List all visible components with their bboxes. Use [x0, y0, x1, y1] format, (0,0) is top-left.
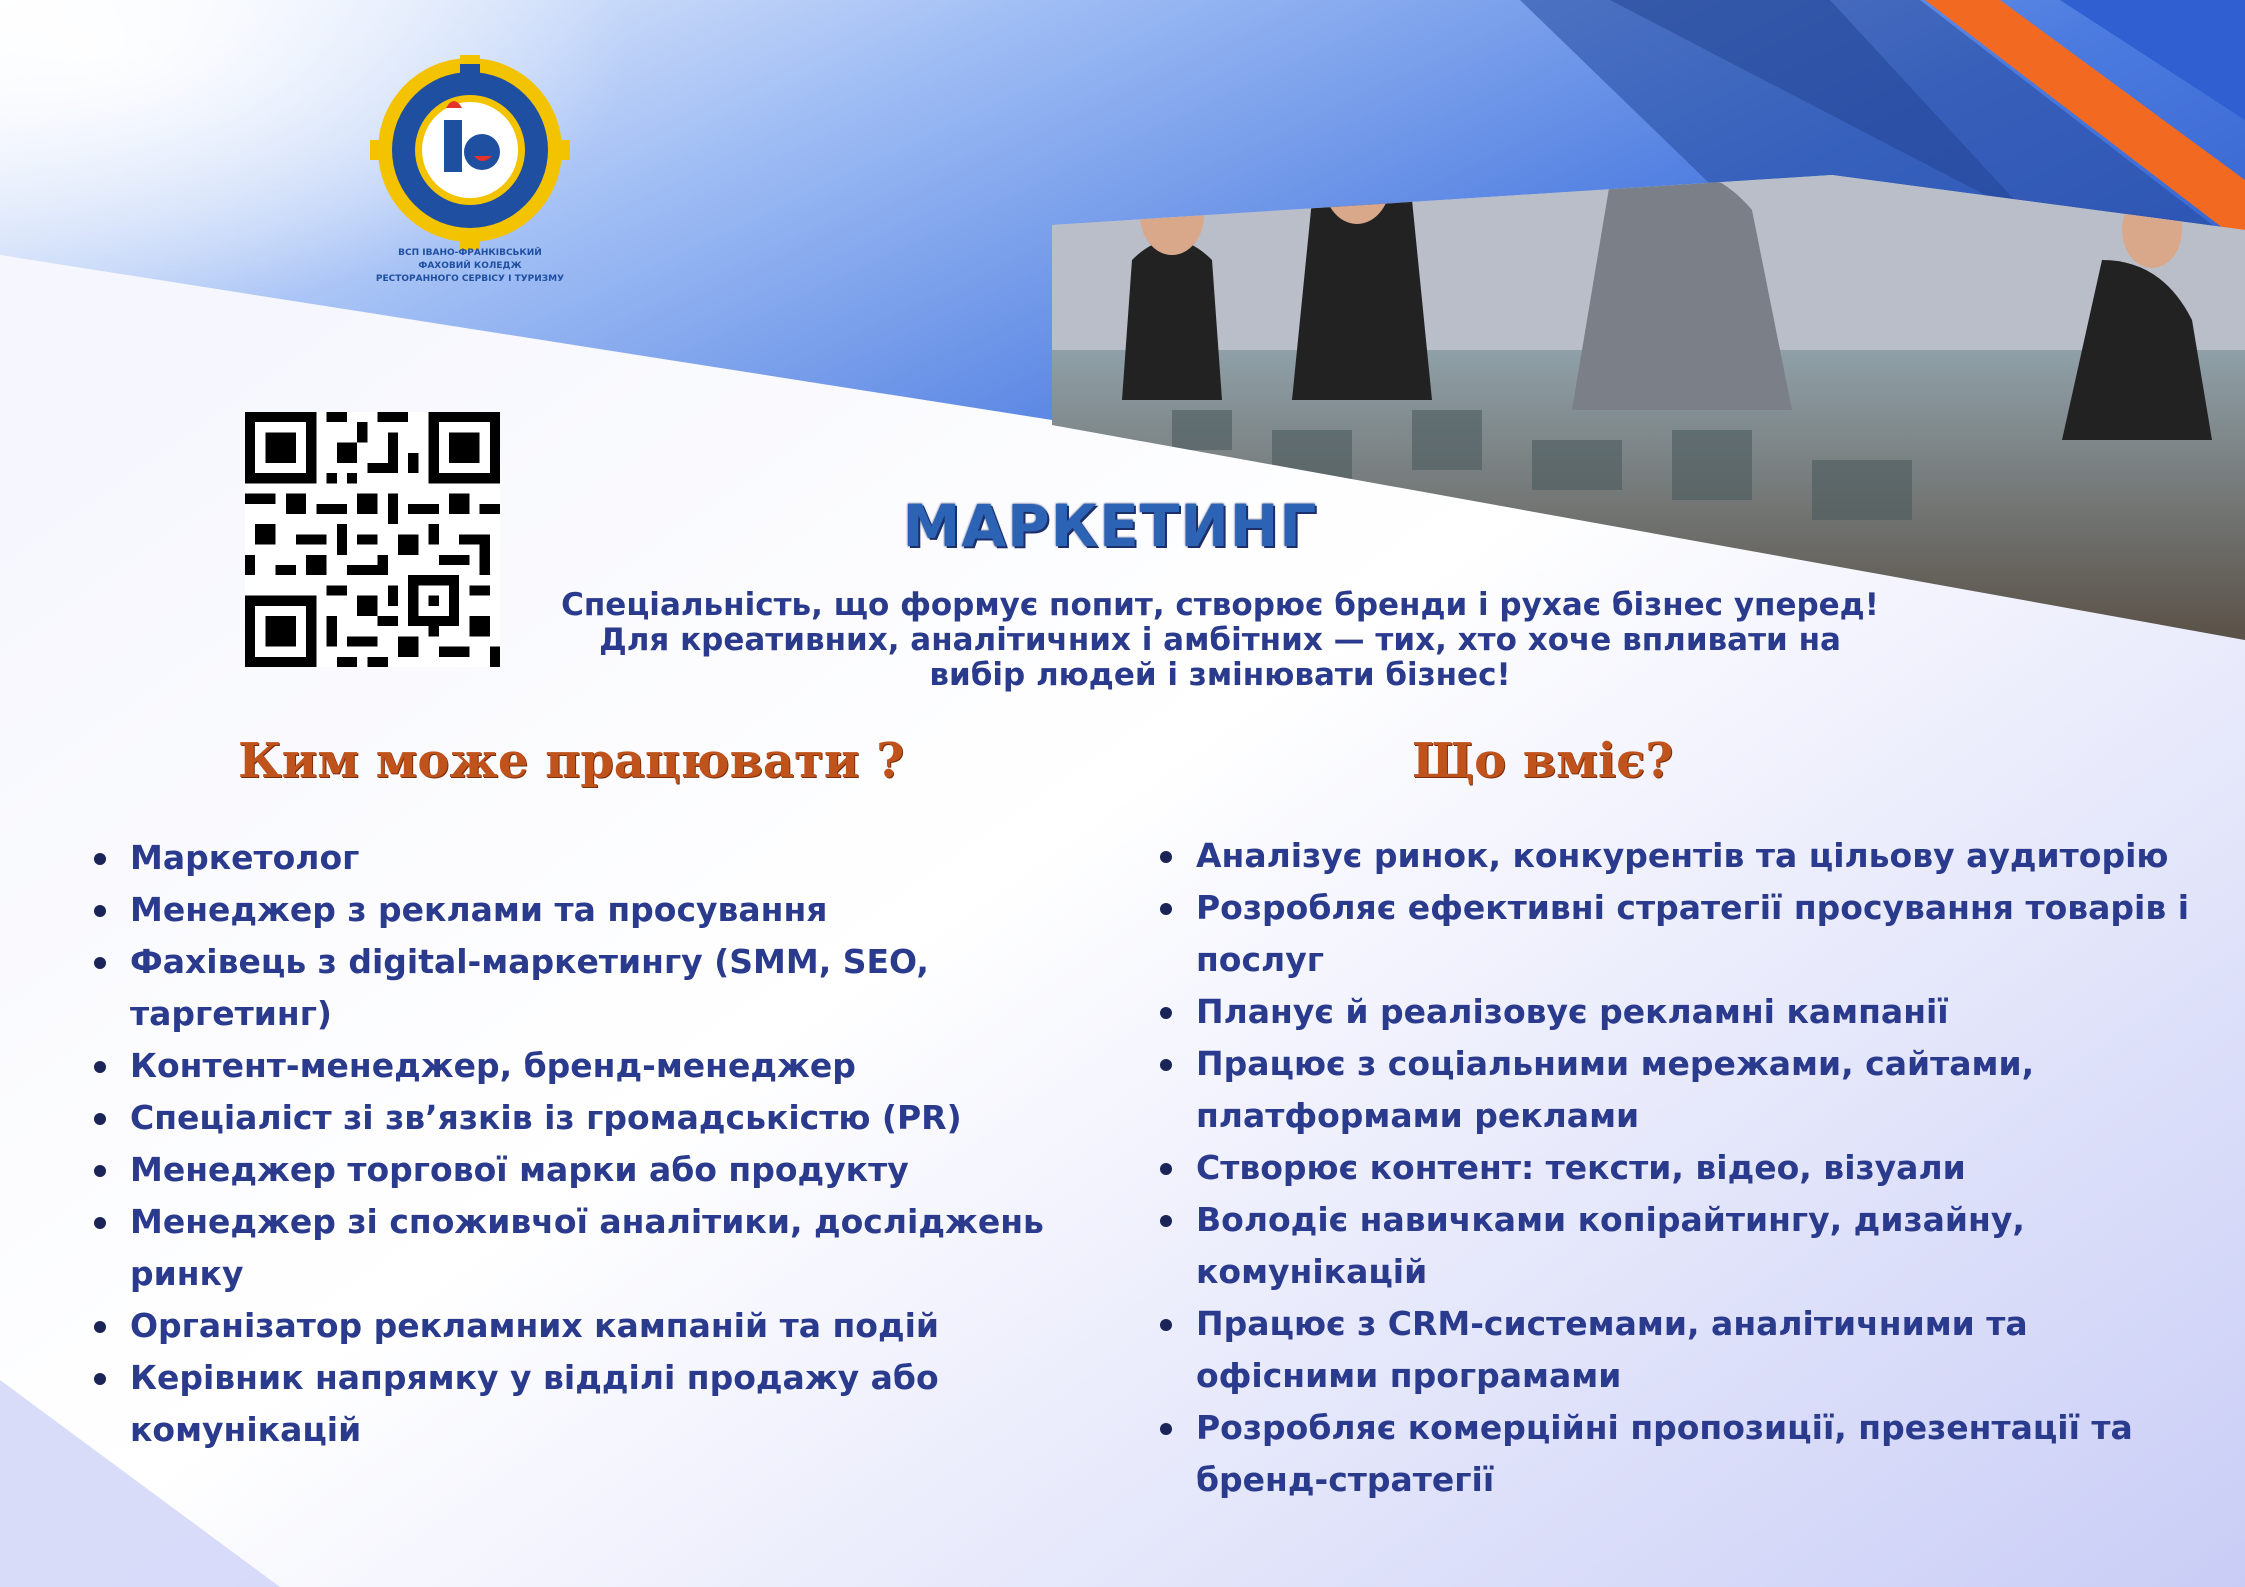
qr-code[interactable] [245, 412, 500, 667]
list-item: Працює з CRM-системами, аналітичними та офісними програмами [1158, 1298, 2136, 1402]
page-title: МАРКЕТИНГ [902, 492, 1318, 560]
skills-list [1158, 830, 2218, 1506]
list-item: Володіє навичками копірайтингу, дизайну, комунікацій [1158, 1194, 2136, 1298]
list-item: Спеціаліст зі зв’язків із громадськістю (PR) [92, 1092, 1092, 1144]
list-item: Працює з соціальними мережами, сайтами, платформами реклами [1158, 1038, 2136, 1142]
list-item: Планує й реалізовує рекламні кампанії [1158, 986, 2218, 1038]
list-item: Маркетолог [92, 832, 1092, 884]
logo-caption-line-1: ВСП ІВАНО-ФРАНКІВСЬКИЙ [398, 248, 542, 258]
list-item: Створює контент: тексти, відео, візуали [1158, 1142, 2218, 1194]
skills-heading: Що вміє? [1412, 733, 1674, 789]
logo-caption-line-2: ФАХОВИЙ КОЛЕДЖ [418, 261, 522, 271]
intro-line-1: Спеціальність, що формує попит, створює бренди і рухає бізнес уперед! [561, 587, 1879, 623]
intro-line-3: вибір людей і змінювати бізнес! [929, 657, 1511, 693]
list-item: Контент-менеджер, бренд-менеджер [92, 1040, 1092, 1092]
list-item: Розробляє комерційні пропозиції, презентації та бренд-стратегії [1158, 1402, 2236, 1506]
list-item: Менеджер зі споживчої аналітики, досліджень ринку [92, 1196, 1110, 1300]
list-item: Керівник напрямку у відділі продажу або комунікацій [92, 1352, 1030, 1456]
list-item: Менеджер з реклами та просування [92, 884, 1092, 936]
list-item: Фахівець з digital-маркетингу (SMM, SEO, таргетинг) [92, 936, 970, 1040]
intro-text [520, 588, 1920, 693]
list-item: Менеджер торгової марки або продукту [92, 1144, 1092, 1196]
list-item: Розробляє ефективні стратегії просування товарів і послуг [1158, 882, 2218, 986]
students-photo [1052, 110, 2245, 640]
list-item: Аналізує ринок, конкурентів та цільову аудиторію [1158, 830, 2218, 882]
college-logo [370, 55, 570, 295]
intro-line-2: Для креативних, аналітичних і амбітних — тих, хто хоче впливати на [599, 622, 1841, 658]
logo-caption-line-3: РЕСТОРАННОГО СЕРВІСУ І ТУРИЗМУ [375, 274, 565, 284]
list-item: Організатор рекламних кампаній та подій [92, 1300, 1092, 1352]
careers-heading: Ким може працювати ? [238, 733, 905, 789]
careers-list [92, 832, 1092, 1456]
